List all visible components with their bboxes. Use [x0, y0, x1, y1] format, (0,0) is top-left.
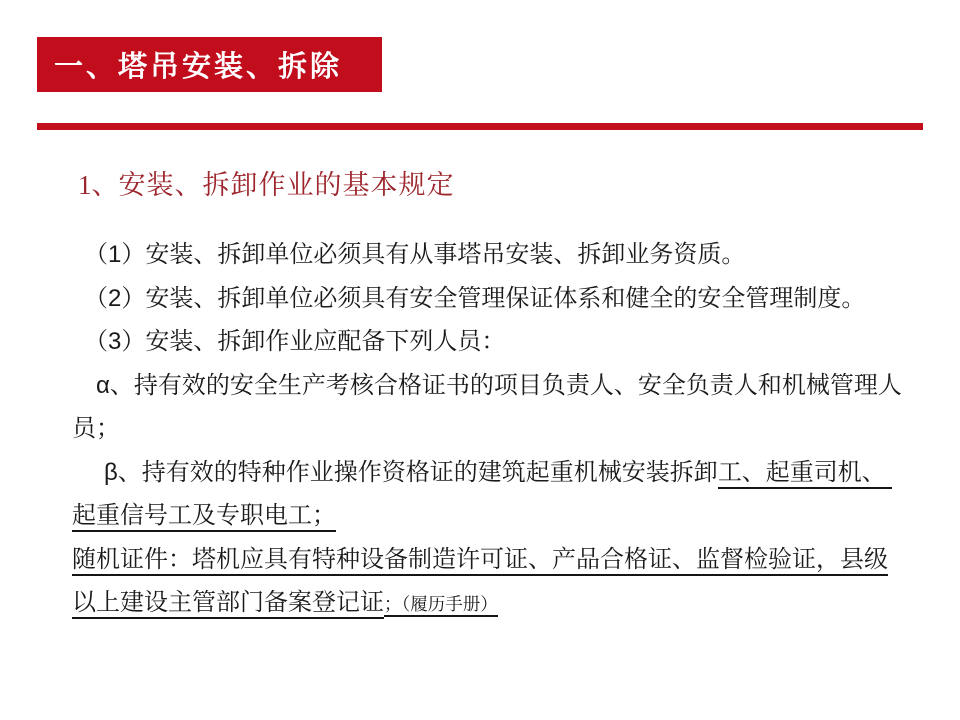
body-line-7-underlined: 起重信号工及专职电工； [72, 502, 336, 532]
body-text-block [0, 233, 960, 627]
body-line-3-text: （3）安装、拆卸作业应配备下列人员： [84, 328, 506, 355]
body-line-9 [0, 581, 960, 627]
body-line-3 [0, 320, 960, 364]
body-line-5-text: 员； [72, 415, 120, 442]
body-line-9-underlined-small: ；（履历手册） [384, 594, 498, 617]
red-divider-rule [37, 123, 923, 130]
subsection-heading [78, 163, 455, 202]
section-title-label: 一、塔吊安装、拆除 [54, 51, 343, 83]
body-line-8-underlined: 随机证件：塔机应具有特种设备制造许可证、产品合格证、监督检验证，县级 [72, 546, 888, 576]
body-line-6 [0, 451, 960, 495]
body-line-2-text: （2）安装、拆卸单位必须具有安全管理保证体系和健全的安全管理制度。 [84, 284, 866, 312]
subsection-heading-text: 安装、拆卸作业的基本规定 [118, 170, 455, 200]
subsection-heading-number: 1、 [78, 170, 119, 200]
body-line-6-underlined: 工、起重司机、 [718, 459, 892, 489]
body-line-1 [0, 233, 960, 277]
body-line-1-text: （1）安装、拆卸单位必须具有从事塔吊安装、拆卸业务资质。 [84, 241, 746, 268]
body-line-6-plain: β、持有效的特种作业操作资格证的建筑起重机械安装拆卸 [104, 458, 718, 486]
body-line-7 [0, 494, 960, 538]
body-line-9-underlined-main: 以上建设主管部门备案登记证 [72, 589, 384, 619]
body-line-4 [0, 364, 960, 408]
body-line-8 [0, 538, 960, 582]
body-line-2 [0, 277, 960, 321]
body-line-5 [0, 407, 960, 451]
body-line-4-text: α、持有效的安全生产考核合格证书的项目负责人、安全负责人和机械管理人 [96, 371, 902, 399]
section-title-banner [37, 37, 382, 92]
